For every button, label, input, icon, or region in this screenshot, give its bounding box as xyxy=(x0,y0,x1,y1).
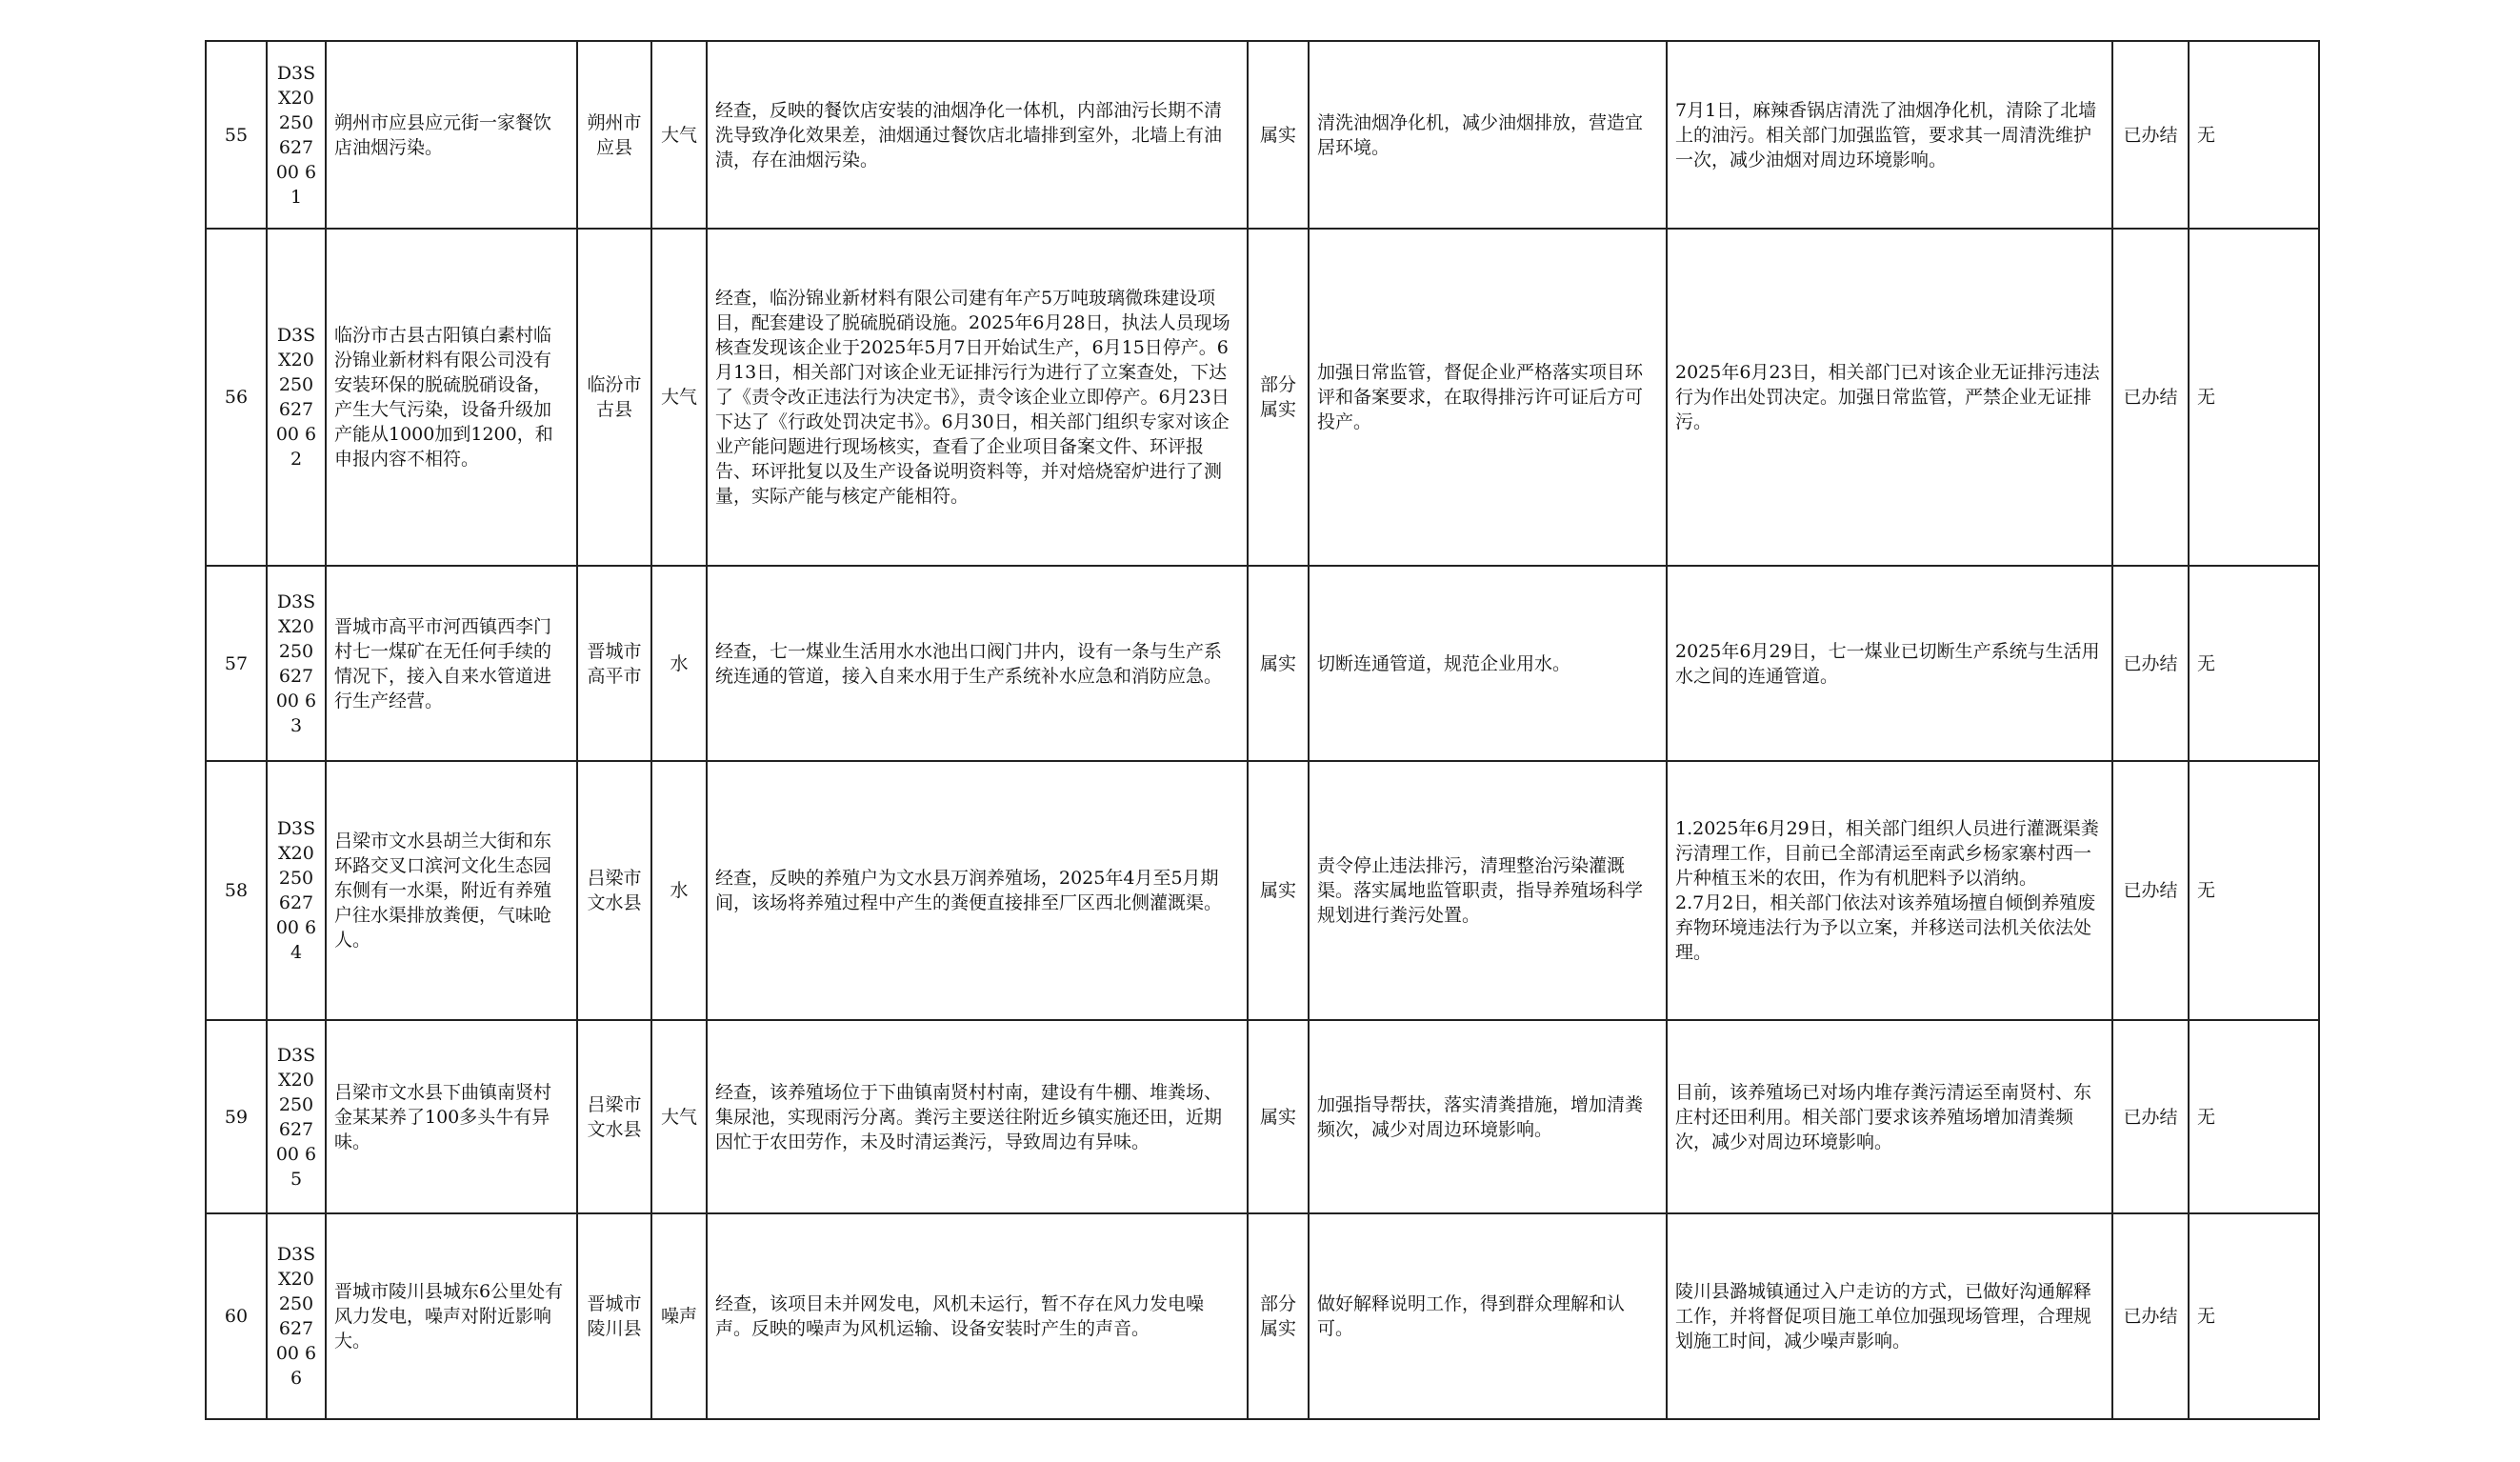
table-row xyxy=(206,566,2319,761)
measures: 加强指导帮扶，落实清粪措施，增加清粪频次，减少对周边环境影响。 xyxy=(1309,1020,1667,1213)
verdict: 部分属实 xyxy=(1248,229,1309,566)
remark: 无 xyxy=(2189,1213,2319,1419)
result: 2025年6月29日，七一煤业已切断生产系统与生活用水之间的连通管道。 xyxy=(1667,566,2112,761)
measures: 做好解释说明工作，得到群众理解和认可。 xyxy=(1309,1213,1667,1419)
complaint-content: 吕梁市文水县胡兰大街和东环路交叉口滨河文化生态园东侧有一水渠，附近有养殖户往水渠排放粪便，气味呛人。 xyxy=(326,761,577,1020)
complaint-content: 吕梁市文水县下曲镇南贤村金某某养了100多头牛有异味。 xyxy=(326,1020,577,1213)
case-code: D3SX2025062700 64 xyxy=(267,761,326,1020)
result: 2025年6月23日，相关部门已对该企业无证排污违法行为作出处罚决定。加强日常监管，严禁企业无证排污。 xyxy=(1667,229,2112,566)
complaint-content: 临汾市古县古阳镇白素村临汾锦业新材料有限公司没有安装环保的脱硫脱硝设备，产生大气污染，设备升级加产能从1000加到1200，和申报内容不相符。 xyxy=(326,229,577,566)
verdict: 属实 xyxy=(1248,761,1309,1020)
table-row xyxy=(206,1213,2319,1419)
row-number: 60 xyxy=(206,1213,267,1419)
pollution-type: 大气 xyxy=(651,41,707,229)
pollution-type: 噪声 xyxy=(651,1213,707,1419)
table-row xyxy=(206,1020,2319,1213)
investigation: 经查，七一煤业生活用水水池出口阀门井内，设有一条与生产系统连通的管道，接入自来水用于生产系统补水应急和消防应急。 xyxy=(707,566,1248,761)
pollution-type: 大气 xyxy=(651,229,707,566)
row-number: 58 xyxy=(206,761,267,1020)
investigation: 经查，该项目未并网发电，风机未运行，暂不存在风力发电噪声。反映的噪声为风机运输、设备安装时产生的声音。 xyxy=(707,1213,1248,1419)
remark: 无 xyxy=(2189,229,2319,566)
row-number: 59 xyxy=(206,1020,267,1213)
remark: 无 xyxy=(2189,1020,2319,1213)
verdict: 属实 xyxy=(1248,41,1309,229)
result: 7月1日，麻辣香锅店清洗了油烟净化机，清除了北墙上的油污。相关部门加强监管，要求其一周清洗维护一次，减少油烟对周边环境影响。 xyxy=(1667,41,2112,229)
complaint-content: 晋城市高平市河西镇西李门村七一煤矿在无任何手续的情况下，接入自来水管道进行生产经营。 xyxy=(326,566,577,761)
remark: 无 xyxy=(2189,41,2319,229)
complaint-content: 晋城市陵川县城东6公里处有风力发电，噪声对附近影响大。 xyxy=(326,1213,577,1419)
investigation: 经查，反映的养殖户为文水县万润养殖场，2025年4月至5月期间，该场将养殖过程中产生的粪便直接排至厂区西北侧灌溉渠。 xyxy=(707,761,1248,1020)
status: 已办结 xyxy=(2112,229,2189,566)
complaint-table xyxy=(205,40,2320,1420)
region: 晋城市陵川县 xyxy=(577,1213,651,1419)
measures: 清洗油烟净化机，减少油烟排放，营造宜居环境。 xyxy=(1309,41,1667,229)
table-row xyxy=(206,761,2319,1020)
table-row xyxy=(206,229,2319,566)
verdict: 属实 xyxy=(1248,566,1309,761)
result: 目前，该养殖场已对场内堆存粪污清运至南贤村、东庄村还田利用。相关部门要求该养殖场增加清粪频次，减少对周边环境影响。 xyxy=(1667,1020,2112,1213)
investigation: 经查，反映的餐饮店安装的油烟净化一体机，内部油污长期不清洗导致净化效果差，油烟通过餐饮店北墙排到室外，北墙上有油渍，存在油烟污染。 xyxy=(707,41,1248,229)
verdict: 属实 xyxy=(1248,1020,1309,1213)
region: 临汾市古县 xyxy=(577,229,651,566)
pollution-type: 大气 xyxy=(651,1020,707,1213)
remark: 无 xyxy=(2189,761,2319,1020)
region: 吕梁市文水县 xyxy=(577,1020,651,1213)
pollution-type: 水 xyxy=(651,566,707,761)
status: 已办结 xyxy=(2112,761,2189,1020)
case-code: D3SX2025062700 63 xyxy=(267,566,326,761)
result: 陵川县潞城镇通过入户走访的方式，已做好沟通解释工作，并将督促项目施工单位加强现场管理，合理规划施工时间，减少噪声影响。 xyxy=(1667,1213,2112,1419)
case-code: D3SX2025062700 66 xyxy=(267,1213,326,1419)
region: 朔州市应县 xyxy=(577,41,651,229)
status: 已办结 xyxy=(2112,1020,2189,1213)
region: 吕梁市文水县 xyxy=(577,761,651,1020)
result: 1.2025年6月29日，相关部门组织人员进行灌溉渠粪污清理工作，目前已全部清运至南武乡杨家寨村西一片种植玉米的农田，作为有机肥料予以消纳。 2.7月2日，相关部门依法对该养殖场擅自倾倒养殖废弃物环境违法行为予以立案，并移送司法机关依法处理。 xyxy=(1667,761,2112,1020)
complaint-content: 朔州市应县应元街一家餐饮店油烟污染。 xyxy=(326,41,577,229)
case-code: D3SX2025062700 61 xyxy=(267,41,326,229)
case-code: D3SX2025062700 65 xyxy=(267,1020,326,1213)
case-code: D3SX2025062700 62 xyxy=(267,229,326,566)
row-number: 57 xyxy=(206,566,267,761)
measures: 加强日常监管，督促企业严格落实项目环评和备案要求，在取得排污许可证后方可投产。 xyxy=(1309,229,1667,566)
investigation: 经查，该养殖场位于下曲镇南贤村村南，建设有牛棚、堆粪场、集尿池，实现雨污分离。粪污主要送往附近乡镇实施还田，近期因忙于农田劳作，未及时清运粪污，导致周边有异味。 xyxy=(707,1020,1248,1213)
region: 晋城市高平市 xyxy=(577,566,651,761)
table-row xyxy=(206,41,2319,229)
verdict: 部分属实 xyxy=(1248,1213,1309,1419)
measures: 切断连通管道，规范企业用水。 xyxy=(1309,566,1667,761)
pollution-type: 水 xyxy=(651,761,707,1020)
row-number: 56 xyxy=(206,229,267,566)
status: 已办结 xyxy=(2112,566,2189,761)
status: 已办结 xyxy=(2112,1213,2189,1419)
measures: 责令停止违法排污，清理整治污染灌溉渠。落实属地监管职责，指导养殖场科学规划进行粪污处置。 xyxy=(1309,761,1667,1020)
investigation: 经查，临汾锦业新材料有限公司建有年产5万吨玻璃微珠建设项目，配套建设了脱硫脱硝设施。2025年6月28日，执法人员现场核查发现该企业于2025年5月7日开始试生产，6月15日停产。6月13日，相关部门对该企业无证排污行为进行了立案查处，下达了《责令改正违法行为决定书》，责令该企业立即停产。6月23日下达了《行政处罚决定书》。6月30日，相关部门组织专家对该企业产能问题进行现场核实，查看了企业项目备案文件、环评报告、环评批复以及生产设备说明资料等，并对焙烧窑炉进行了测量，实际产能与核定产能相符。 xyxy=(707,229,1248,566)
remark: 无 xyxy=(2189,566,2319,761)
row-number: 55 xyxy=(206,41,267,229)
status: 已办结 xyxy=(2112,41,2189,229)
